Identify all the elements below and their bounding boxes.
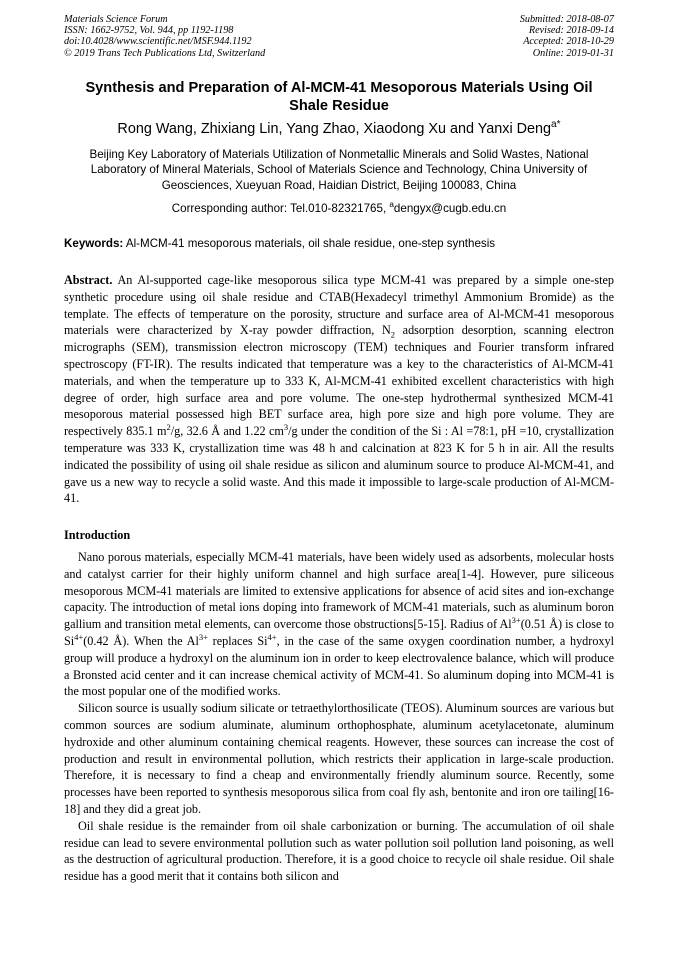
intro-p1-sup-3: 3+ <box>198 631 208 642</box>
journal-doi: doi:10.4028/www.scientific.net/MSF.944.1192 <box>64 36 252 48</box>
intro-p1-text-3: (0.42 Å). When the Al <box>83 633 199 648</box>
abstract-text-3: /g, 32.6 Å and 1.22 cm <box>170 424 284 439</box>
affiliation: Beijing Key Laboratory of Materials Utilization of Nonmetallic Minerals and Solid Wastes, National Laboratory of Mineral Materials, School of Materials Science and Technology, China University of Geosciences, Xueyuan Road, Haidian District, Beijing 100083, China <box>89 148 589 192</box>
abstract-label: Abstract. <box>64 273 113 287</box>
intro-paragraph-3: Oil shale residue is the remainder from oil shale carbonization or burning. The accumulation of oil shale residue can lead to severe environmental pollution such as water pollution soil pollution land poisoning, as well as the destruction of agricultural production. Therefore, it is a good choice to recycle oil shale residue. Oil shale residue has a good merit that it contains both silicon and <box>64 818 614 884</box>
corresponding-author <box>64 201 614 216</box>
intro-p1-text-4: replaces Si <box>207 633 268 648</box>
date-online: Online: 2019-01-31 <box>532 47 614 59</box>
journal-name: Materials Science Forum <box>64 14 168 25</box>
intro-p1-text-5: , in the case of the same oxygen coordination number, a hydroxyl group will produce a hydroxyl on the aluminum ion in order to keep electrovalence balance, which will produce a Bronsted acid center and it can increase chemical activity of MCM-41. So aluminum doping into MCM-41 is the most popular one of the modified works. <box>64 633 615 699</box>
date-submitted: Submitted: 2018-08-07 <box>519 14 614 25</box>
paper-title: Synthesis and Preparation of Al-MCM-41 Mesoporous Materials Using Oil Shale Residue <box>85 80 593 114</box>
intro-p1-sup-1: 3+ <box>511 615 521 626</box>
publication-dates <box>520 14 614 59</box>
corresponding-email[interactable]: dengyx@cugb.edu.cn <box>393 202 507 215</box>
introduction-body <box>64 549 614 885</box>
date-revised: Revised: 2018-09-14 <box>528 25 614 37</box>
section-heading-introduction: Introduction <box>64 528 131 542</box>
author-names: Rong Wang, Zhixiang Lin, Yang Zhao, Xiaodong Xu and Yanxi Deng <box>117 121 552 137</box>
date-accepted: Accepted: 2018-10-29 <box>523 36 614 48</box>
abstract-sub-1: 2 <box>390 329 396 340</box>
keywords <box>64 236 614 251</box>
journal-info <box>64 14 265 59</box>
intro-p1-sup-2: 4+ <box>74 631 84 642</box>
intro-p1-text-1: Nano porous materials, especially MCM-41 materials, have been widely used as adsorbents, molecular hosts and catalyst carrier for their highly uniform channel and high surface area[1-4]. However, pure siliceous mesoporous MCM-41 materials are limited to extensive applications for absence of acid sites and ion-exchange capacity. The introduction of metal ions doping into framework of MCM-41 materials, such as aluminum boron gallium and transition metal elements, can overcome those obstructions[5-15]. Radius of Al <box>64 550 614 632</box>
intro-paragraph-2: Silicon source is usually sodium silicate or tetraethylorthosilicate (TEOS). Aluminum sources are various but common sources are sodium aluminate, aluminum orthophosphate, aluminum acetylacetonate, aluminum hydroxide and other aluminum containing chemical reagents. However, these sources can increase the cost of production and result in environmental pollution, which restricts their application in large-scale production. Therefore, it is necessary to find a cheap and environmentally friendly aluminum source. Recently, some processes have been reported to synthesis mesoporous silica from coal fly ash, bentonite and iron ore tailing[16-18] and they did a great job. <box>64 701 614 816</box>
corresponding-mark: a <box>389 200 394 210</box>
corresponding-prefix: Corresponding author: Tel.010-82321765, <box>171 202 390 215</box>
journal-issn: ISSN: 1662-9752, Vol. 944, pp 1192-1198 <box>64 25 234 37</box>
abstract-sup-1: 2 <box>166 422 171 433</box>
intro-p1-text-2: (0.51 Å) is close to Si <box>64 617 614 648</box>
keywords-label: Keywords: <box>64 237 124 250</box>
intro-paragraph-1 <box>64 549 614 700</box>
abstract-text-4: /g under the condition of the Si : Al =78:1, pH =10, crystallization temperature was 333 K, crystallization time was 48 h and calcination at 823 K for 5 h in air. All the results indicated the possibility of using oil shale residue as silicon and aluminum source to produce Al-MCM-41, and gave us a new way to recycle a solid waste. And this made it impossible to large-scale production of Al-MCM-41. <box>64 424 614 506</box>
author-list <box>64 121 614 138</box>
abstract <box>64 272 614 507</box>
intro-p1-sup-4: 4+ <box>267 631 277 642</box>
author-mark: a* <box>551 119 561 131</box>
abstract-text-2: adsorption desorption, scanning electron micrographs (SEM), transmission electron microscopy (TEM) techniques and Fourier transform infrared spectroscopy (FT-IR). The results indicated that temperature was a key to the characteristics of Al-MCM-41 materials, and when the temperature up to 333 K, Al-MCM-41 exhibited excellent characteristics with high degree of order, high surface area and pore volume. The one-step hydrothermal synthesized MCM-41 mesoporous material possessed high BET surface area, high pore size and high pore volume. They are respectively 835.1 m <box>64 323 614 439</box>
journal-copyright: © 2019 Trans Tech Publications Ltd, Switzerland <box>64 47 266 59</box>
abstract-text-1: An Al-supported cage-like mesoporous silica type MCM-41 was prepared by a simple one-step synthetic procedure using oil shale residue and CTAB(Hexadecyl trimethyl Ammonium Bromide) as the template. The effects of temperature on the porosity, structure and surface area of Al-MCM-41 mesoporous materials were characterized by X-ray powder diffraction, N <box>64 273 614 338</box>
keywords-text: Al-MCM-41 mesoporous materials, oil shale residue, one-step synthesis <box>123 237 496 250</box>
abstract-sup-2: 3 <box>283 422 289 433</box>
